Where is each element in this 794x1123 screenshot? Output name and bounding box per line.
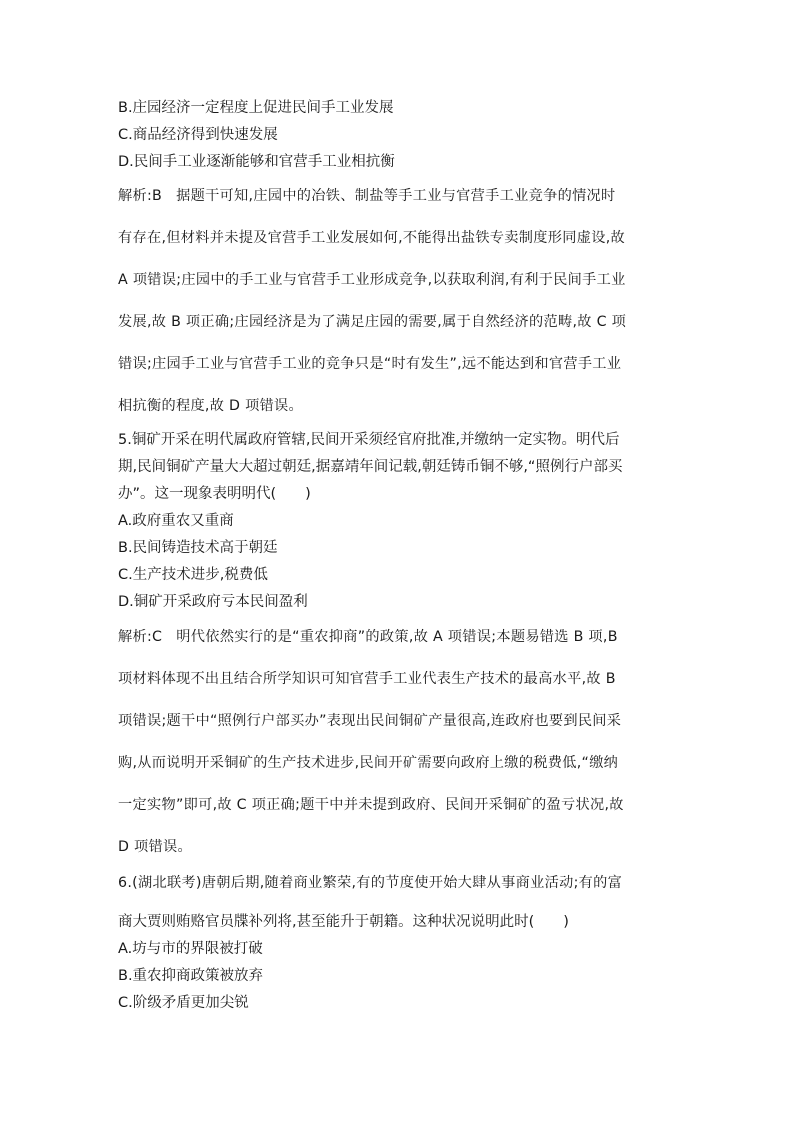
q5-option-b: B.民间铸造技术高于朝廷 — [118, 540, 278, 556]
q4-analysis-line-5: 错误;庄园手工业与官营手工业的竞争只是“时有发生”,远不能达到和官营手工业 — [118, 356, 622, 372]
q4-analysis-text: 据题干可知,庄园中的冶铁、制盐等手工业与官营手工业竞争的情况时 — [176, 188, 616, 204]
q4-analysis-line-3: A 项错误;庄园中的手工业与官营手工业形成竞争,以获取利润,有利于民间手工业 — [118, 272, 626, 288]
q4-option-b: B.庄园经济一定程度上促进民间手工业发展 — [118, 100, 394, 116]
q4-analysis-line-1 — [118, 186, 616, 206]
q6-option-b: B.重农抑商政策被放弃 — [118, 968, 264, 984]
q5-analysis-line-3: 项错误;题干中“照例行户部买办”表现出民间铜矿产量很高,连政府也要到民间采 — [118, 713, 622, 729]
q5-analysis-line-2: 项材料体现不出且结合所学知识可知官营手工业代表生产技术的最高水平,故 B — [118, 671, 616, 687]
q6-option-c: C.阶级矛盾更加尖锐 — [118, 995, 249, 1011]
q4-option-c: C.商品经济得到快速发展 — [118, 127, 278, 143]
q5-analysis-line-5: 一定实物”即可,故 C 项正确;题干中并未提到政府、民间开采铜矿的盈亏状况,故 — [118, 797, 624, 813]
q5-analysis-line-4: 购,从而说明开采铜矿的生产技术进步,民间开矿需要向政府上缴的税费低,“缴纳 — [118, 755, 619, 771]
q4-option-d: D.民间手工业逐渐能够和官营手工业相抗衡 — [118, 154, 395, 170]
q5-analysis-label: 解析:C — [118, 629, 163, 645]
q4-analysis-line-6: 相抗衡的程度,故 D 项错误。 — [118, 398, 304, 414]
q5-stem-line-2: 期,民间铜矿产量大大超过朝廷,据嘉靖年间记载,朝廷铸币铜不够,“照例行户部买 — [118, 459, 623, 475]
q5-option-c: C.生产技术进步,税费低 — [118, 567, 268, 583]
q6-stem-line-2: 商大贾则贿赂官员牒补列将,甚至能升于朝籍。这种状况说明此时( ) — [118, 914, 569, 930]
q6-option-a: A.坊与市的界限被打破 — [118, 941, 263, 957]
q5-stem-line-1: 5.铜矿开采在明代属政府管辖,民间开采须经官府批准,并缴纳一定实物。明代后 — [118, 432, 620, 448]
q5-stem-line-3: 办”。这一现象表明明代( ) — [118, 486, 311, 502]
q5-analysis-line-1 — [118, 627, 618, 647]
q4-analysis-line-2: 有存在,但材料并未提及官营手工业发展如何,不能得出盐铁专卖制度形同虚设,故 — [118, 230, 626, 246]
q5-option-d: D.铜矿开采政府亏本民间盈利 — [118, 594, 308, 610]
q5-option-a: A.政府重农又重商 — [118, 513, 234, 529]
q5-analysis-line-6: D 项错误。 — [118, 839, 192, 855]
q4-analysis-label: 解析:B — [118, 188, 163, 204]
q6-stem-line-1: 6.(湖北联考)唐朝后期,随着商业繁荣,有的节度使开始大肆从事商业活动;有的富 — [118, 875, 623, 891]
q5-analysis-text: 明代依然实行的是“重农抑商”的政策,故 A 项错误;本题易错选 B 项,B — [176, 629, 618, 645]
q4-analysis-line-4: 发展,故 B 项正确;庄园经济是为了满足庄园的需要,属于自然经济的范畴,故 C 项 — [118, 314, 627, 330]
